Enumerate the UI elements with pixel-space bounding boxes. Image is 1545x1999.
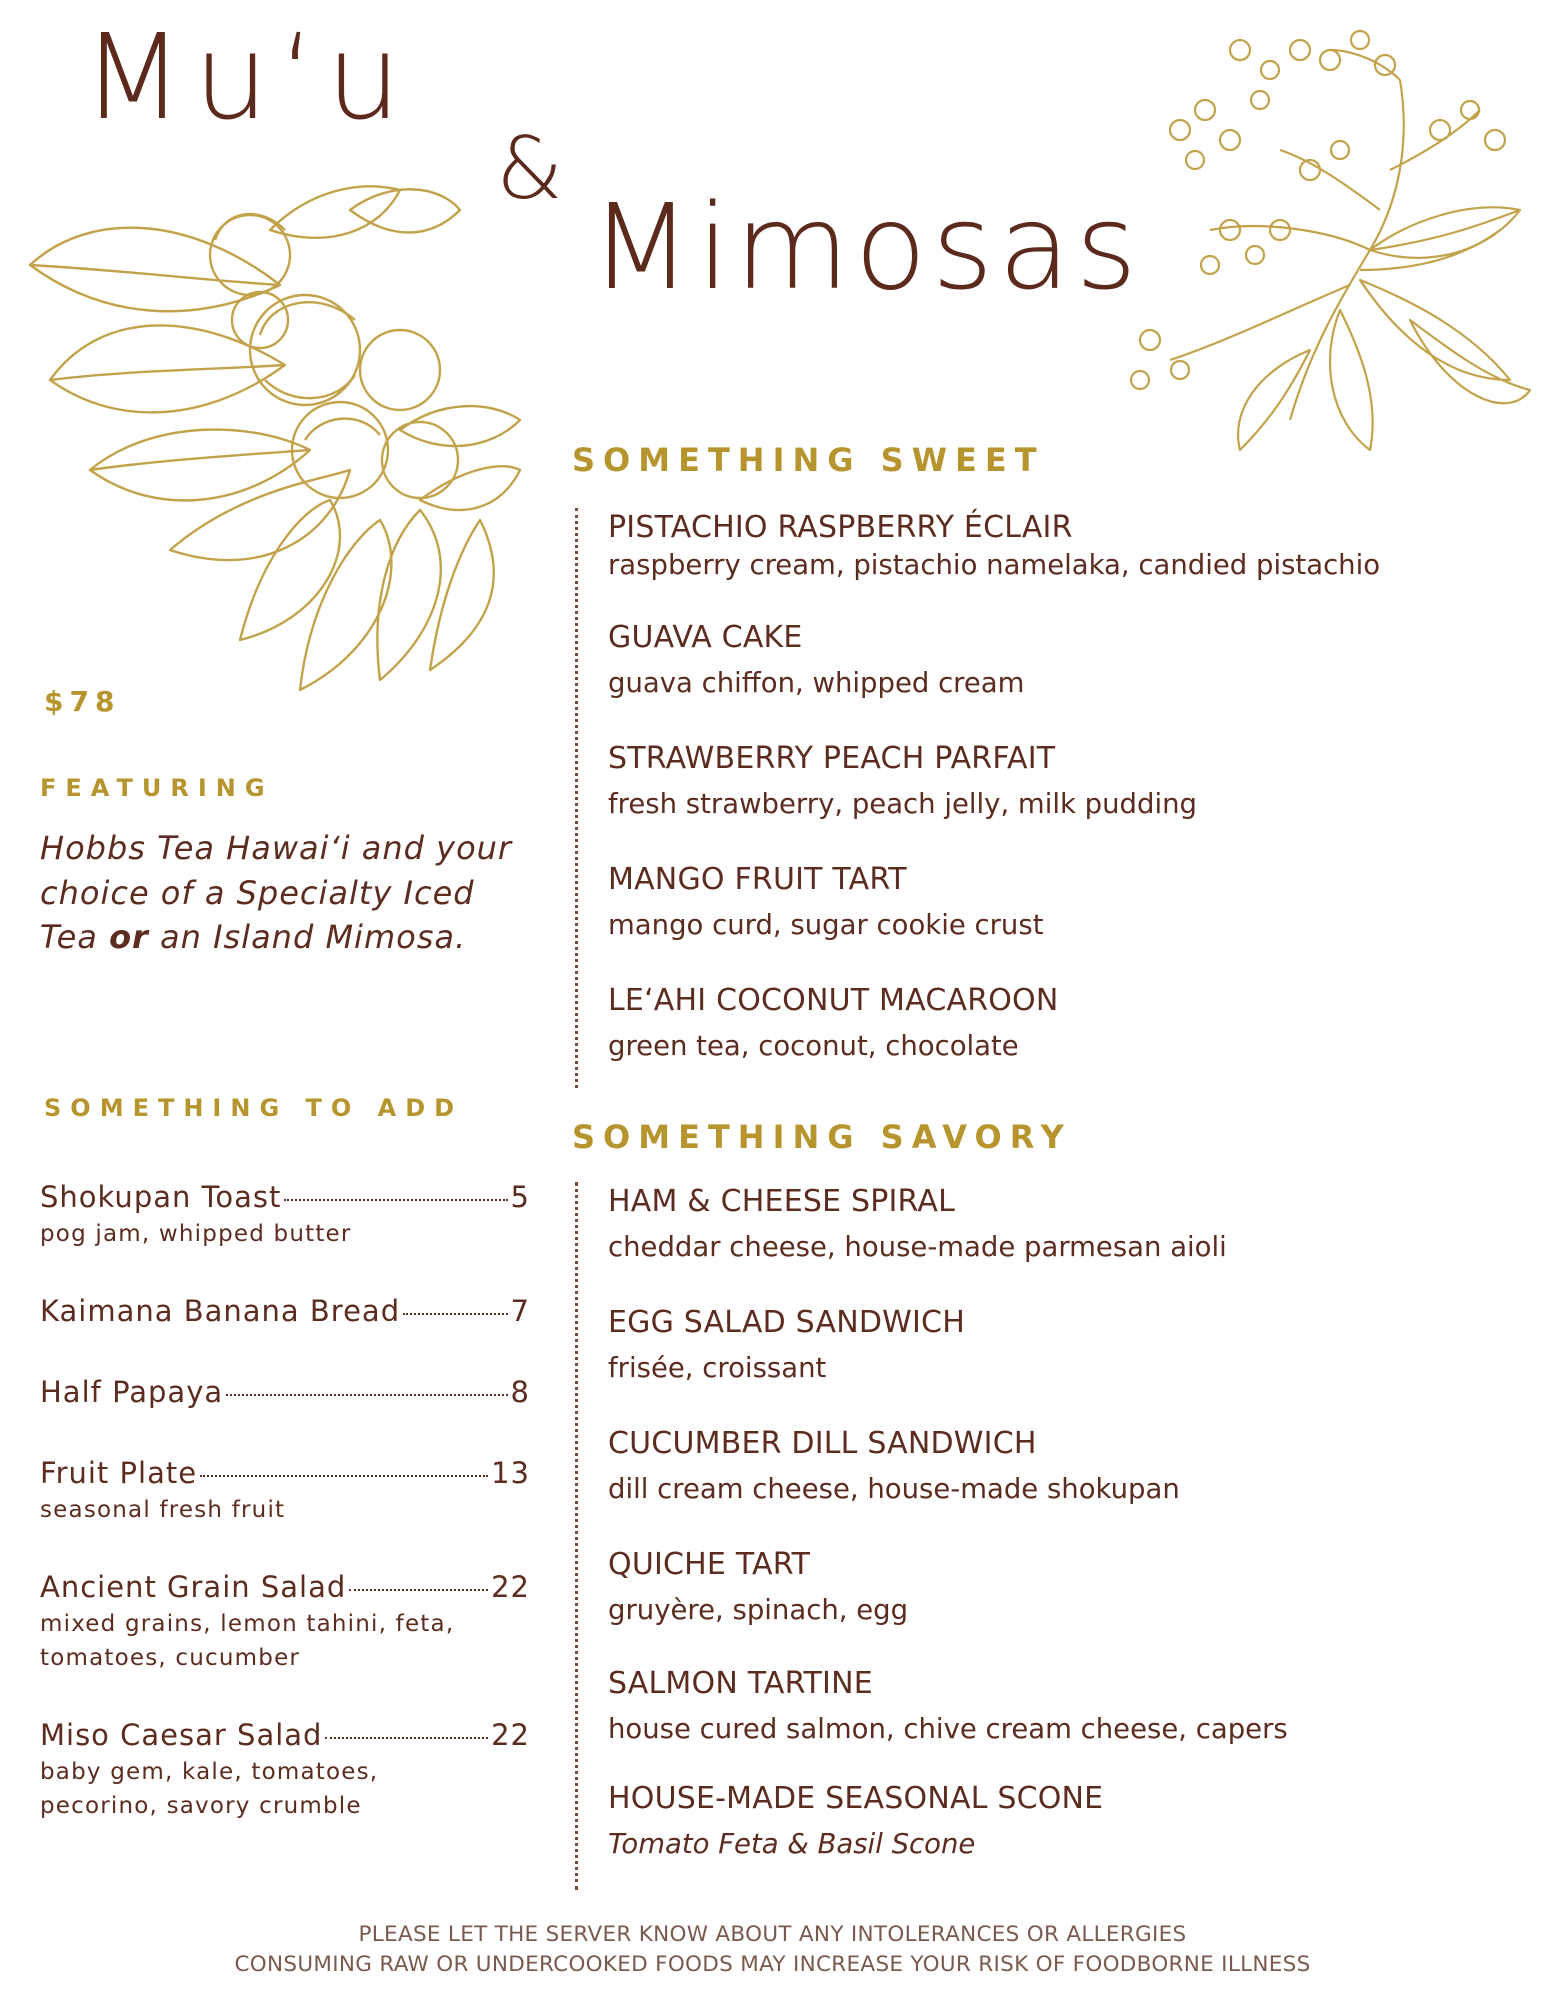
sweet-item-title: STRAWBERRY PEACH PARFAIT [608,741,1056,776]
leader-dots [325,1737,488,1739]
sweet-item-desc: green tea, coconut, chocolate [608,1030,1019,1062]
leader-dots [200,1475,488,1477]
add-item-desc: seasonal fresh fruit [40,1497,286,1523]
title-line1: Muʻu [82,8,411,146]
price: $78 [44,685,121,718]
sweet-item-title: GUAVA CAKE [608,620,803,655]
footer-raw-food-warning: CONSUMING RAW OR UNDERCOOKED FOODS MAY INCREASE YOUR RISK OF FOODBORNE ILLNESS [234,1952,1311,1977]
leader-dots [403,1313,507,1315]
savory-item-title: EGG SALAD SANDWICH [608,1305,965,1340]
add-item-name: Ancient Grain Salad [40,1570,347,1604]
sweet-item-desc: raspberry cream, pistachio namelaka, candied pistachio [608,549,1381,581]
featuring-text-or: or [109,918,149,956]
add-item-desc-line2: tomatoes, cucumber [40,1645,301,1671]
add-item-fruit-plate [40,1456,530,1490]
savory-item-desc: dill cream cheese, house-made shokupan [608,1473,1180,1505]
sweet-item-desc: guava chiffon, whipped cream [608,667,1025,699]
add-item-desc-line1: mixed grains, lemon tahini, feta, [40,1611,455,1637]
add-item-price: 7 [510,1294,530,1328]
add-item-price: 5 [510,1180,530,1214]
sweet-item-desc: fresh strawberry, peach jelly, milk pudding [608,788,1197,820]
hibiscus-leaves-illustration-icon [20,170,540,710]
title-ampersand: & [496,119,564,219]
add-item-name: Half Papaya [40,1375,224,1409]
savory-item-desc: gruyère, spinach, egg [608,1594,909,1626]
add-item-desc-line1: baby gem, kale, tomatoes, [40,1759,379,1785]
featuring-heading: FEATURING [40,774,274,802]
add-item-half-papaya [40,1375,530,1409]
add-item-price: 22 [491,1570,530,1604]
savory-item-title: SALMON TARTINE [608,1666,873,1701]
add-item-name: Fruit Plate [40,1456,198,1490]
savory-item-title: HAM & CHEESE SPIRAL [608,1184,956,1219]
add-item-name: Kaimana Banana Bread [40,1294,401,1328]
savory-divider [575,1182,578,1890]
plumeria-branch-illustration-icon [1110,20,1540,460]
add-item-miso-caesar-salad [40,1718,530,1752]
add-item-desc: pog jam, whipped butter [40,1221,352,1247]
sweet-item-desc: mango curd, sugar cookie crust [608,909,1044,941]
savory-item-desc: frisée, croissant [608,1352,827,1384]
add-item-price: 8 [510,1375,530,1409]
leader-dots [226,1394,507,1396]
add-item-name: Miso Caesar Salad [40,1718,323,1752]
add-item-banana-bread [40,1294,530,1328]
title-line2: Mimosas [590,178,1142,316]
savory-item-desc: cheddar cheese, house-made parmesan aioli [608,1231,1227,1263]
footer-allergy-note: PLEASE LET THE SERVER KNOW ABOUT ANY INTOLERANCES OR ALLERGIES [358,1922,1187,1947]
savory-item-title: HOUSE-MADE SEASONAL SCONE [608,1781,1104,1816]
sweet-item-title: MANGO FRUIT TART [608,862,907,897]
sweet-item-title: LEʻAHI COCONUT MACAROON [608,983,1059,1018]
savory-item-desc: Tomato Feta & Basil Scone [608,1828,976,1860]
leader-dots [349,1589,488,1591]
sweet-heading: SOMETHING SWEET [572,441,1045,479]
add-item-price: 22 [491,1718,530,1752]
savory-item-title: QUICHE TART [608,1547,811,1582]
featuring-text-a: Hobbs Tea Hawaiʻi and your choice of a Specialty Iced Tea [40,829,513,956]
sweet-divider [575,508,578,1088]
featuring-text-b: an Island Mimosa. [148,918,467,956]
featuring-text [40,826,530,960]
add-item-ancient-grain-salad [40,1570,530,1604]
savory-item-title: CUCUMBER DILL SANDWICH [608,1426,1037,1461]
add-item-name: Shokupan Toast [40,1180,282,1214]
add-heading: SOMETHING TO ADD [44,1094,464,1122]
add-item-desc-line2: pecorino, savory crumble [40,1793,362,1819]
add-item-shokupan-toast [40,1180,530,1214]
leader-dots [284,1199,507,1201]
savory-item-desc: house cured salmon, chive cream cheese, capers [608,1713,1288,1745]
savory-heading: SOMETHING SAVORY [572,1118,1072,1156]
sweet-item-title: PISTACHIO RASPBERRY ÉCLAIR [608,510,1073,545]
add-item-price: 13 [491,1456,530,1490]
